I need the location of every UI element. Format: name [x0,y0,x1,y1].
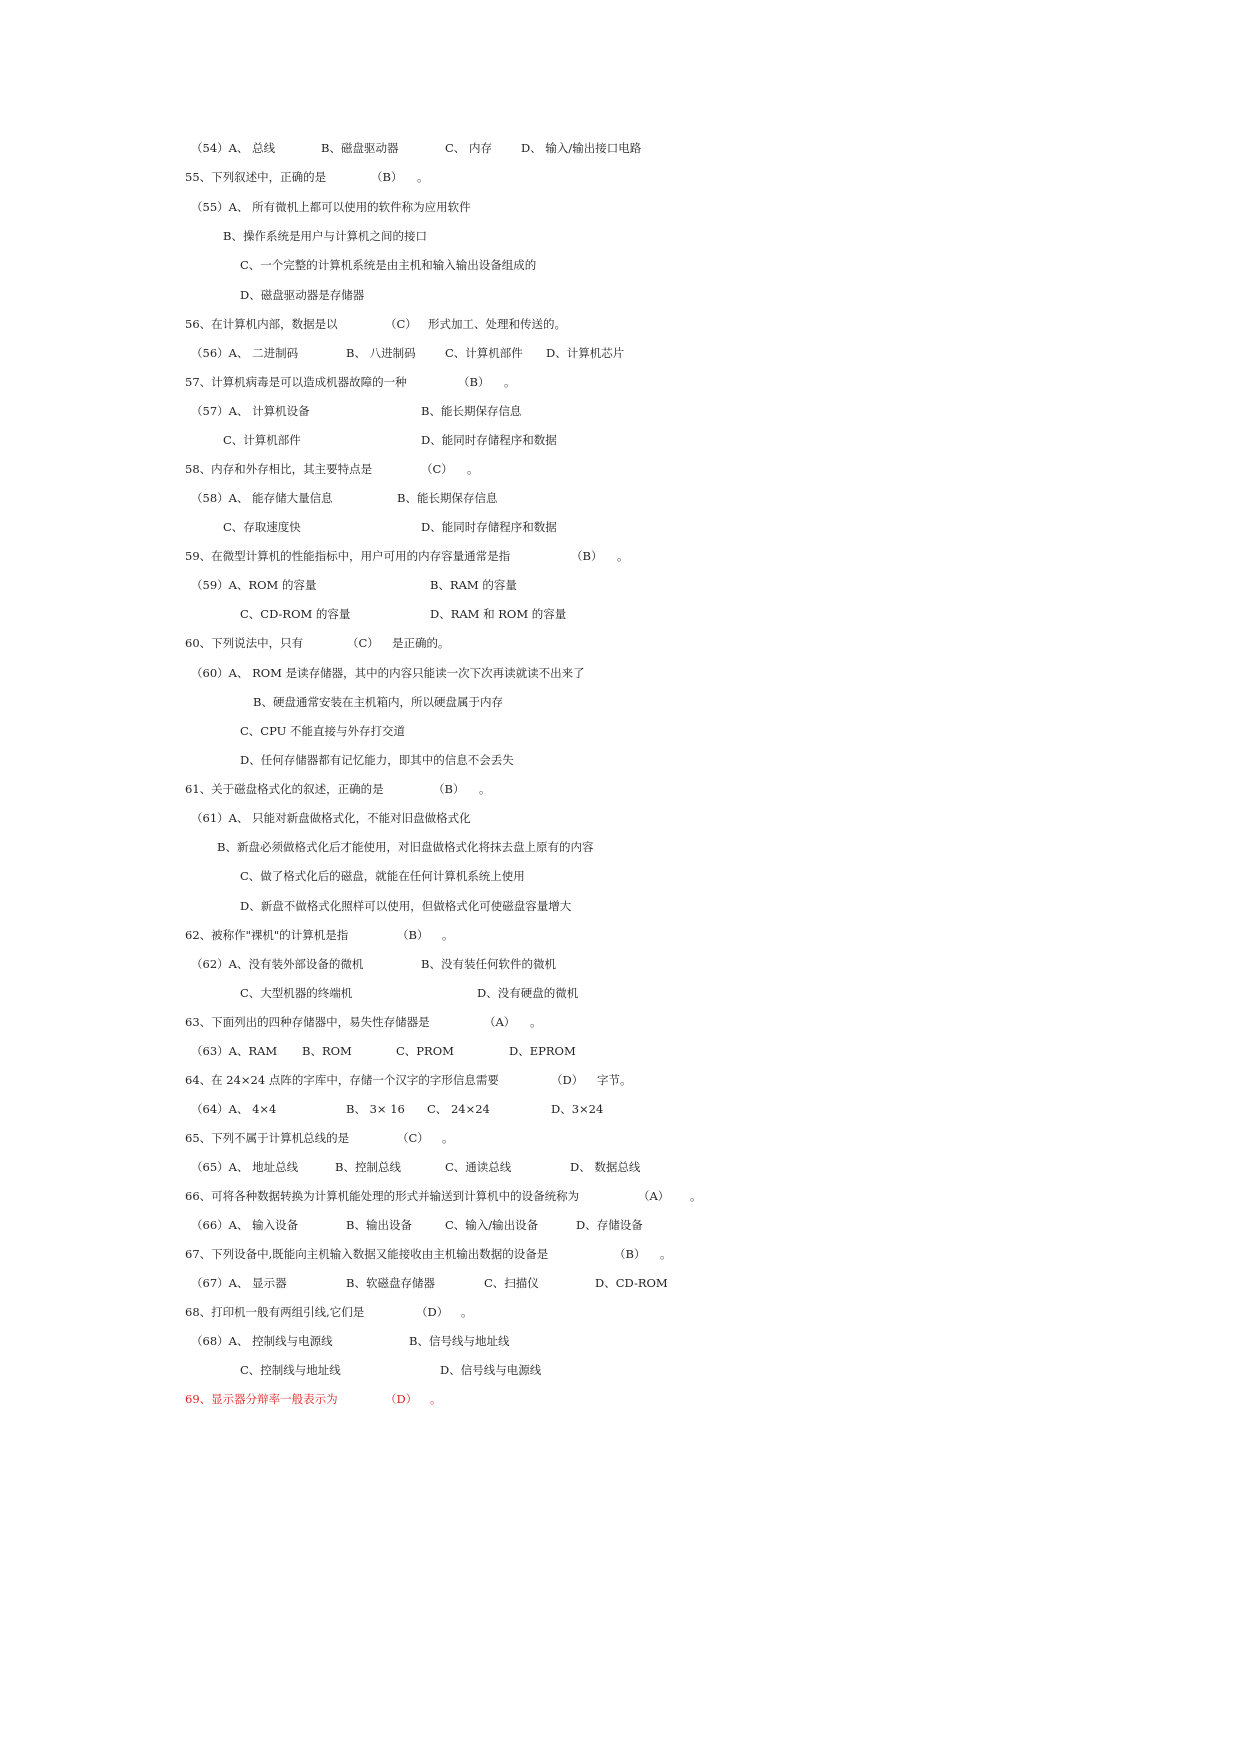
text-segment: C、计算机部件 [223,433,301,447]
text-line [0,401,1241,421]
text-line [0,517,1241,537]
text-segment: 。 [461,1305,473,1319]
text-segment: （66）A、 输入设备 [191,1218,299,1232]
text-segment: 58、内存和外存相比，其主要特点是 [185,462,373,476]
text-segment: （C） [347,636,379,650]
text-segment: （58）A、 能存储大量信息 [191,491,333,505]
text-line [0,430,1241,450]
text-segment: C、存取速度快 [223,520,301,534]
text-line [0,575,1241,595]
text-segment: （B） [433,782,465,796]
text-segment: 60、下列说法中，只有 [185,636,304,650]
text-segment: 66、可将各种数据转换为计算机能处理的形式并输送到计算机中的设备统称为 [185,1189,580,1203]
text-segment: B、磁盘驱动器 [321,141,399,155]
text-segment: 62、被称作"裸机"的计算机是指 [185,928,349,942]
text-segment: 。 [479,782,491,796]
text-line [0,226,1241,246]
text-segment: 。 [504,375,516,389]
text-segment: （D） [385,1392,418,1406]
text-line [0,837,1241,857]
text-segment: C、计算机部件 [445,346,523,360]
text-segment: （D） [416,1305,449,1319]
text-segment: 。 [690,1189,702,1203]
text-segment: D、3×24 [551,1102,604,1116]
text-line [0,925,1241,945]
text-line [0,1331,1241,1351]
text-segment: （B） [371,170,403,184]
text-segment: D、新盘不做格式化照样可以使用，但做格式化可使磁盘容量增大 [240,899,572,913]
text-line [0,1302,1241,1322]
text-line [0,138,1241,158]
text-line [0,983,1241,1003]
text-line [0,808,1241,828]
text-line [0,372,1241,392]
text-line [0,1128,1241,1148]
text-segment: 。 [430,1392,442,1406]
text-segment: 65、下列不属于计算机总线的是 [185,1131,350,1145]
text-segment: B、没有装任何软件的微机 [421,957,556,971]
text-segment: 69、显示器分辩率一般表示为 [185,1392,338,1406]
text-line [0,1070,1241,1090]
text-line [0,488,1241,508]
text-line [0,343,1241,363]
text-segment: C、 内存 [445,141,492,155]
text-line [0,1273,1241,1293]
text-segment: B、硬盘通常安装在主机箱内，所以硬盘属于内存 [253,695,503,709]
text-segment: C、做了格式化后的磁盘，就能在任何计算机系统上使用 [240,869,525,883]
text-segment: （A） [484,1015,516,1029]
text-line [0,1041,1241,1061]
text-line [0,750,1241,770]
text-segment: 61、关于磁盘格式化的叙述，正确的是 [185,782,384,796]
text-segment: 56、在计算机内部，数据是以 [185,317,338,331]
text-segment: D、信号线与电源线 [440,1363,542,1377]
text-line [0,866,1241,886]
text-segment: （A） [638,1189,670,1203]
text-segment: （B） [614,1247,646,1261]
text-segment: 字节。 [597,1073,632,1087]
text-segment: B、软磁盘存储器 [346,1276,435,1290]
text-segment: B、 八进制码 [346,346,416,360]
text-line [0,1244,1241,1264]
text-segment: 55、下列叙述中，正确的是 [185,170,327,184]
text-segment: D、能同时存储程序和数据 [421,433,557,447]
text-segment: D、任何存储器都有记忆能力，即其中的信息不会丢失 [240,753,514,767]
text-segment: C、控制线与地址线 [240,1363,341,1377]
text-segment: 57、计算机病毒是可以造成机器故障的一种 [185,375,407,389]
text-segment: 形式加工、处理和传送的。 [428,317,566,331]
text-segment: B、RAM 的容量 [430,578,517,592]
text-line [0,1012,1241,1032]
text-segment: B、能长期保存信息 [397,491,498,505]
text-segment: D、磁盘驱动器是存储器 [240,288,365,302]
text-segment: C、一个完整的计算机系统是由主机和输入输出设备组成的 [240,258,537,272]
text-segment: （60）A、 ROM 是读存储器，其中的内容只能读一次下次再读就读不出来了 [191,666,585,680]
text-segment: （B） [571,549,603,563]
text-segment: B、控制总线 [335,1160,401,1174]
text-segment: D、计算机芯片 [546,346,625,360]
text-segment: 68、打印机一般有两组引线,它们是 [185,1305,365,1319]
text-segment: 。 [617,549,629,563]
text-segment: D、CD-ROM [595,1276,668,1290]
text-segment: D、存储设备 [576,1218,643,1232]
text-line [0,255,1241,275]
text-segment: 。 [442,1131,454,1145]
text-segment: （D） [551,1073,584,1087]
text-segment: C、PROM [396,1044,454,1058]
text-segment: （61）A、 只能对新盘做格式化，不能对旧盘做格式化 [191,811,471,825]
text-segment: D、没有硬盘的微机 [477,986,579,1000]
text-segment: D、RAM 和 ROM 的容量 [430,607,567,621]
text-segment: C、通读总线 [445,1160,512,1174]
text-segment: D、 输入/输出接口电路 [521,141,642,155]
text-segment: （59）A、ROM 的容量 [191,578,317,592]
text-segment: （68）A、 控制线与电源线 [191,1334,333,1348]
text-segment: （B） [458,375,490,389]
text-line [0,1360,1241,1380]
text-segment: C、输入/输出设备 [445,1218,539,1232]
text-segment: （C） [397,1131,429,1145]
text-line [0,954,1241,974]
text-line [0,896,1241,916]
text-segment: 是正确的。 [392,636,450,650]
text-line [0,546,1241,566]
text-segment: 。 [660,1247,672,1261]
text-line [0,1389,1241,1409]
text-segment: B、ROM [302,1044,352,1058]
text-segment: （64）A、 4×4 [191,1102,277,1116]
text-segment: B、能长期保存信息 [421,404,522,418]
text-line [0,692,1241,712]
text-line [0,721,1241,741]
text-segment: 。 [442,928,454,942]
text-segment: B、 3× 16 [346,1102,405,1116]
text-segment: C、CPU 不能直接与外存打交道 [240,724,405,738]
text-segment: D、EPROM [509,1044,576,1058]
text-segment: C、CD-ROM 的容量 [240,607,351,621]
text-segment: （56）A、 二进制码 [191,346,299,360]
text-line [0,1186,1241,1206]
text-segment: 64、在 24×24 点阵的字库中，存储一个汉字的字形信息需要 [185,1073,499,1087]
text-segment: B、操作系统是用户与计算机之间的接口 [223,229,427,243]
text-line [0,779,1241,799]
text-segment: D、 数据总线 [570,1160,641,1174]
text-segment: 。 [467,462,479,476]
text-line [0,1157,1241,1177]
text-segment: 。 [530,1015,542,1029]
text-segment: B、输出设备 [346,1218,412,1232]
text-segment: （C） [385,317,417,331]
text-segment: （67）A、 显示器 [191,1276,287,1290]
text-segment: （54）A、 总线 [191,141,276,155]
text-line [0,459,1241,479]
text-segment: （62）A、没有装外部设备的微机 [191,957,364,971]
text-line [0,1099,1241,1119]
text-segment: C、扫描仪 [484,1276,539,1290]
text-segment: B、新盘必须做格式化后才能使用，对旧盘做格式化将抹去盘上原有的内容 [217,840,594,854]
text-segment: （55）A、 所有微机上都可以使用的软件称为应用软件 [191,200,471,214]
text-segment: C、大型机器的终端机 [240,986,353,1000]
text-segment: D、能同时存储程序和数据 [421,520,557,534]
text-line [0,663,1241,683]
text-line [0,633,1241,653]
text-segment: 。 [417,170,429,184]
text-segment: 59、在微型计算机的性能指标中，用户可用的内存容量通常是指 [185,549,511,563]
text-segment: C、 24×24 [427,1102,490,1116]
text-segment: （C） [421,462,453,476]
text-line [0,285,1241,305]
text-line [0,167,1241,187]
text-line [0,314,1241,334]
text-line [0,604,1241,624]
text-segment: 67、下列设备中,既能向主机输入数据又能接收由主机输出数据的设备是 [185,1247,549,1261]
text-segment: 63、下面列出的四种存储器中，易失性存储器是 [185,1015,430,1029]
text-segment: B、信号线与地址线 [409,1334,510,1348]
text-segment: （63）A、RAM [191,1044,278,1058]
text-line [0,197,1241,217]
text-line [0,1215,1241,1235]
text-segment: （B） [397,928,429,942]
text-segment: （57）A、 计算机设备 [191,404,310,418]
text-segment: （65）A、 地址总线 [191,1160,299,1174]
